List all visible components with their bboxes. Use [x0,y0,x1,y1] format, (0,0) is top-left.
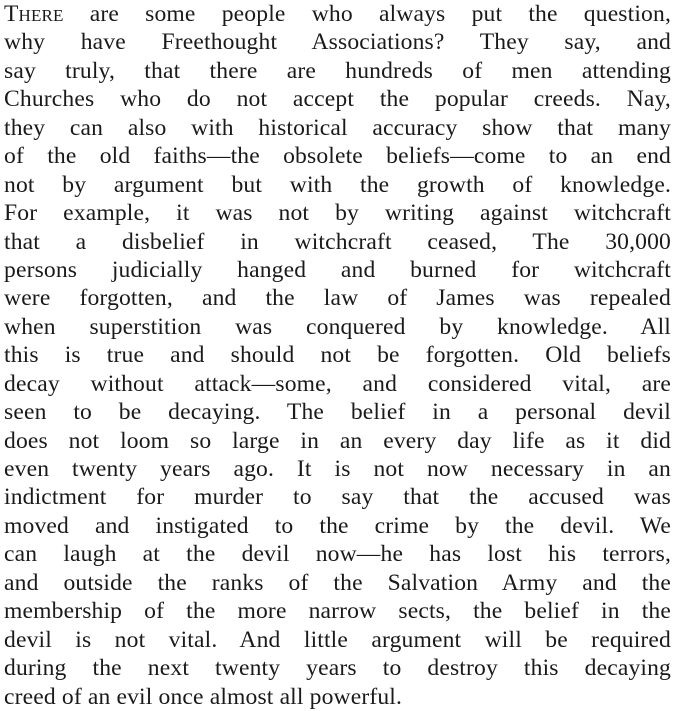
text-line-12: when superstition was conquered by knowledge. All [4,313,671,340]
article-paragraph [4,0,671,711]
text-line-16: does not loom so large in an every day life as it did [4,427,671,454]
text-line-13: this is true and should not be forgotten. Old beliefs [4,342,671,369]
text-line-1-rest: are some people who always put the question, [63,1,671,27]
text-line-10: persons judicially hanged and burned for witchcraft [4,256,671,283]
text-line-7: not by argument but with the growth of knowledge. [4,171,671,198]
text-line-11: were forgotten, and the law of James was repealed [4,285,671,312]
text-line-14: decay without attack—some, and considered vital, are [4,370,671,397]
text-line-23: devil is not vital. And little argument will be required [4,626,671,653]
opening-word: There [4,1,64,27]
text-line-25: creed of an evil once almost all powerful. [4,683,403,710]
text-line-2: why have Freethought Associations? They say, and [4,29,671,56]
text-line-22: membership of the more narrow sects, the belief in the [4,598,671,625]
text-line-4: Churches who do not accept the popular creeds. Nay, [4,86,671,113]
text-line-21: and outside the ranks of the Salvation Army and the [4,569,671,596]
text-line-18: indictment for murder to say that the accused was [4,484,671,511]
text-line-9: that a disbelief in witchcraft ceased, The 30,000 [4,228,671,255]
text-line-24: during the next twenty years to destroy this decaying [4,655,671,682]
text-line-6: of the old faiths—the obsolete beliefs—come to an end [4,143,671,170]
text-line-8: For example, it was not by writing against witchcraft [4,200,671,227]
text-line-5: they can also with historical accuracy show that many [4,114,671,141]
text-line-20: can laugh at the devil now—he has lost his terrors, [4,541,671,568]
text-line-1 [4,0,671,28]
text-line-19: moved and instigated to the crime by the devil. We [4,512,671,539]
text-line-15: seen to be decaying. The belief in a personal devil [4,399,671,426]
text-line-3: say truly, that there are hundreds of men attending [4,57,671,84]
text-line-17: even twenty years ago. It is not now necessary in an [4,456,671,482]
